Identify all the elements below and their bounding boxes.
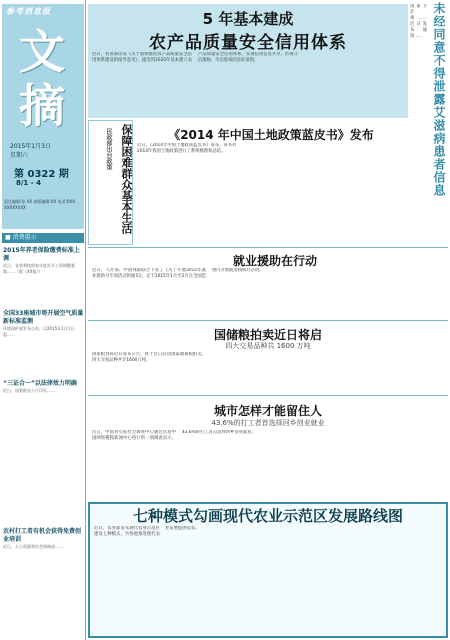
- grain-title[interactable]: 国储粮拍卖近日将启: [213, 328, 322, 342]
- top-story-body: 近日，农业部印发《关于加快推进农产品质量安全信用体系建设的指导意见》，提出到2020年基本建立农产品质量安全信用体系，实现信用信息共享，形成守信激励、失信惩戒的良好氛围。: [92, 52, 298, 63]
- section-divider: [88, 320, 448, 321]
- digest-item[interactable]: [3, 528, 84, 550]
- digest-item[interactable]: [3, 380, 84, 394]
- page-range: 8/1 - 4: [16, 179, 41, 187]
- right-column-body: 国家卫计委……近日发布通知……: [410, 4, 427, 39]
- section-divider: [88, 247, 448, 248]
- digest-item[interactable]: [3, 247, 84, 275]
- grain-body: 国家粮食局近日发布公告，将于近日启动国家储备粮拍卖，四大交易品种共计1600万吨。: [92, 352, 206, 363]
- top-story-headline-1[interactable]: 5 年基本建成: [202, 10, 294, 28]
- digest-item-title: 全国33座城市将开展空气质量新标准监测: [3, 310, 84, 325]
- issue-number: 第 0322 期: [14, 169, 69, 180]
- digest-item-title: 2015年养老保险缴费标准上调: [3, 247, 80, 262]
- right-vertical-headline[interactable]: 未经同意不得泄露艾滋病患者信息: [432, 2, 446, 197]
- paper-name: 参考消息报: [6, 7, 51, 16]
- digest-item-title: “三证合一”以法律效力明确: [3, 380, 77, 387]
- section-divider: [88, 395, 448, 396]
- digest-item-body: 近日，国务院办公厅印发……: [3, 388, 55, 393]
- side-story-subtitle: 民政部出台政策: [105, 128, 112, 170]
- editor-meta: 责任编辑:张 XX 本版编辑:XX 电话:0XX-XXXXXXXX: [4, 199, 77, 210]
- employment-body: 近日，人社部、中国残联联合下发了《关于开展2015年就业援助月专项活动的通知》，定于2015年1月至2月在全国范围内开展就业援助月活动。: [92, 268, 264, 279]
- weekday-text: 星期六: [10, 152, 29, 159]
- issue-date: [10, 142, 51, 160]
- digest-item-body: 近日，人力资源和社会保障部……: [3, 544, 63, 549]
- masthead-char-2: 摘: [19, 79, 65, 133]
- digest-item-body: 近日，各省将按照本年度社平工资调整基数……（据《XX报》）: [3, 263, 75, 274]
- agri-body: 近日，农业部发布现代农业示范区建设七种模式，为各地推进现代农业发展提供借鉴。: [94, 526, 200, 537]
- city-body: 近日，中国青年报社会调查中心通过民意中国网和搜狐新闻中心进行的一项调查显示，43.6%的打工者首选择回乡创业就业。: [92, 430, 256, 441]
- digest-item-body: 环境保护部发布公告，自2015年1月1日起……: [3, 326, 75, 337]
- side-story-title[interactable]: 保障困难群众基本生活: [120, 124, 133, 234]
- agri-title[interactable]: 七种模式勾画现代农业示范区发展路线图: [132, 507, 403, 525]
- grain-subtitle: 四大交易品种共 1600 万吨: [225, 342, 311, 350]
- digest-item-title: 农村打工者有机会获得免费创业培训: [3, 528, 82, 543]
- bluebook-body: 近日，《2014年中国土地政策蓝皮书》发布。该书对2014年我国土地政策进行了系统梳理和总结。: [137, 143, 237, 154]
- employment-title[interactable]: 就业援助在行动: [232, 254, 317, 268]
- digest-item[interactable]: [3, 310, 84, 338]
- bluebook-title[interactable]: 《2014 年中国土地政策蓝皮书》发布: [168, 128, 374, 142]
- masthead-char-1: 文: [19, 25, 65, 79]
- city-subtitle: 43.6%的打工者首选择回乡创业就业: [211, 419, 325, 427]
- digest-header: ■ 消费提示: [2, 233, 84, 243]
- top-story-headline-2[interactable]: 农产品质量安全信用体系: [149, 33, 347, 53]
- city-title[interactable]: 城市怎样才能留住人: [213, 404, 322, 418]
- date-text: 2015年1月3日: [10, 143, 51, 150]
